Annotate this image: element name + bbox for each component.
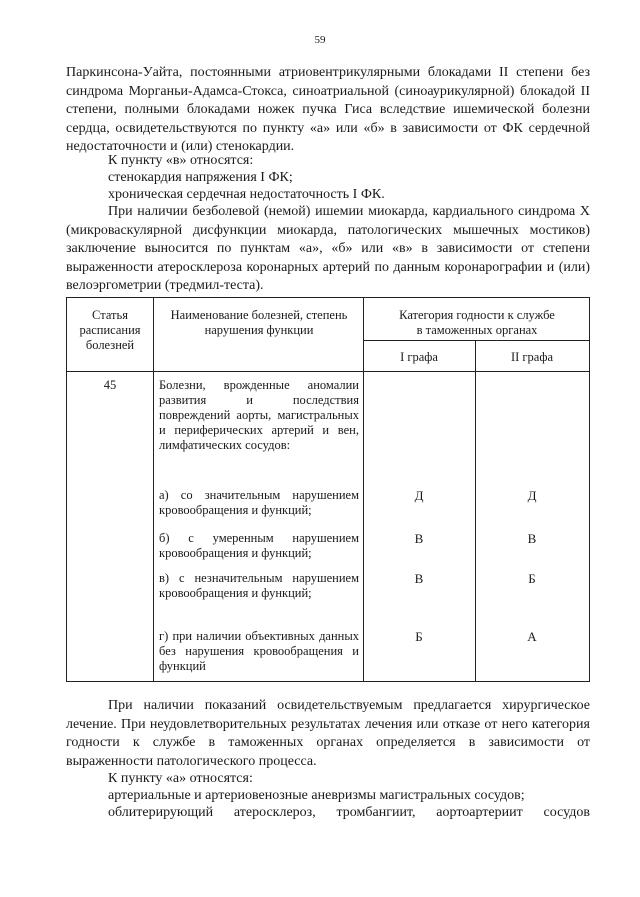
item-b-label: б) с умеренным нарушением кровообращения и функций; — [159, 531, 359, 560]
item-g-col2: А — [527, 629, 537, 644]
page-number: 59 — [314, 34, 326, 46]
item-b-col2: В — [527, 531, 537, 546]
outro-line-aneurysms: артериальные и артериовенозные аневризмы магистральных сосудов; — [108, 788, 525, 803]
outro-line-a: К пункту «а» относятся: — [108, 771, 253, 786]
item-a-label: а) со значительным нарушением кровообращения и функций; — [159, 488, 359, 517]
item-b-col1: В — [414, 531, 424, 546]
table-divider — [67, 371, 589, 372]
header-column-1: I графа — [400, 350, 438, 364]
item-g-col1: Б — [415, 629, 423, 644]
header-disease-name: Наименование болезней, степень нарушения функции — [170, 308, 348, 337]
outro-paragraph-2: облитерирующий атеросклероз, тромбангиит, аортоартериит сосудов — [108, 805, 590, 820]
disease-table — [66, 297, 590, 682]
outro-paragraph-1: При наличии показаний освидетельствуемым предлагается хирургическое лечение. При неудовлетворительных результатах лечения или отказе от него категория годности к службе в таможенных органах определяется в зависимости от выраженности патологического процесса. — [66, 698, 590, 769]
table-divider — [153, 298, 154, 681]
intro-line-v: К пункту «в» относятся: — [108, 153, 254, 168]
intro-line-angina: стенокардия напряжения I ФК; — [108, 170, 293, 185]
intro-paragraph-2: При наличии безболевой (немой) ишемии миокарда, кардиального синдрома X (микроваскулярной дисфункции миокарда, патологических мышечных мостиков) заключение выносится по пунктам «а», «б» или «в» в зависимости от степени выраженности атеросклероза коронарных артерий по данным коронарографии и (или) велоэргометрии (тредмил-теста). — [66, 204, 590, 294]
intro-line-heart-failure: хроническая сердечная недостаточность I ФК. — [108, 187, 385, 202]
intro-paragraph-1: Паркинсона-Уайта, постоянными атриовентрикулярными блокадами II степени без синдрома Морганьи-Адамса-Стокса, синоатриальной (синоаурикулярной) блокадой II степени, полными блокадами ножек пучка Гиса вследствие ишемической болезни сердца, освидетельствуются по пункту «а» или «б» в зависимости от ФК сердечной недостаточности и (или) стенокардии. — [66, 65, 590, 155]
item-g-label: г) при наличии объективных данных без нарушения кровообращения и функций — [159, 629, 359, 673]
header-category: Категория годности к службе в таможенных органах — [399, 308, 555, 337]
table-divider — [363, 340, 589, 341]
item-v-col2: Б — [528, 571, 536, 586]
item-a-col1: Д — [414, 488, 424, 503]
item-a-col2: Д — [527, 488, 537, 503]
header-column-2: II графа — [510, 350, 554, 364]
item-v-col1: В — [414, 571, 424, 586]
item-v-label: в) с незначительным нарушением кровообращения и функций; — [159, 571, 359, 600]
article-number: 45 — [103, 378, 117, 392]
article-description: Болезни, врожденные аномалии развития и последствия повреждений аорты, магистральных и периферических артерий и вен, лимфатических сосудов: — [159, 378, 359, 452]
header-article: Статья расписания болезней — [79, 308, 141, 352]
